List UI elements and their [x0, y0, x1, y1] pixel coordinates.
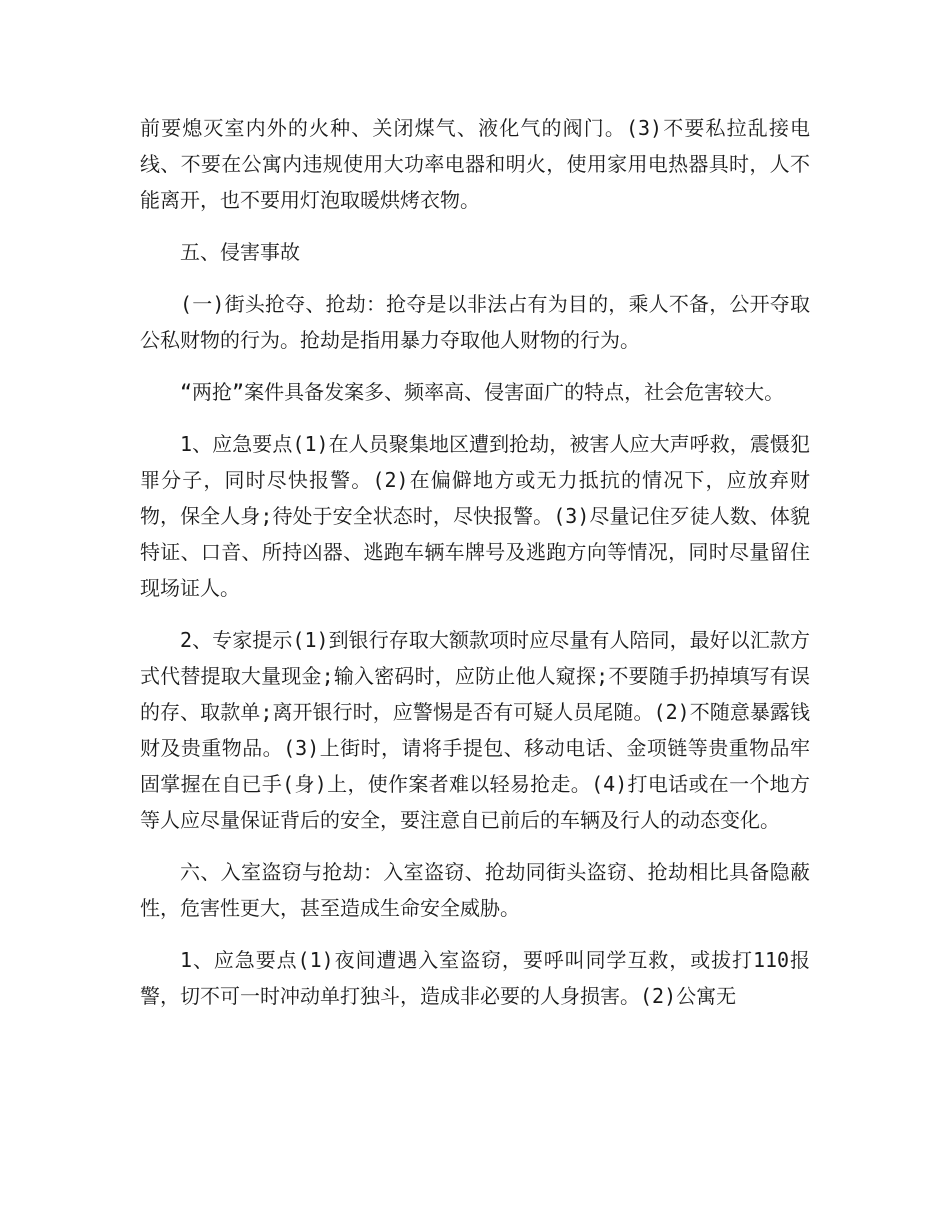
section-heading-infringement: 五、侵害事故 — [180, 240, 300, 264]
paragraph-expert-tips: 2、专家提示(1)到银行存取大额款项时应尽量有人陪同，最好以汇款方式代替提取大量现金;输入密码时，应防止他人窥探;不要随手扔掉填写有误的存、取款单;离开银行时，应警惕是否有可疑人员尾随。(2)不随意暴露钱财及贵重物品。(3)上街时，请将手提包、移动电话、金项链等贵重物品牢固掌握在自已手(身)上，使作案者难以轻易抢走。(4)打电话或在一个地方等人应尽量保证背后的安全，要注意自已前后的车辆及行人的动态变化。 — [140, 628, 810, 832]
paragraph-fire-safety-continued: 前要熄灭室内外的火种、关闭煤气、液化气的阀门。(3)不要私拉乱接电线、不要在公寓内违规使用大功率电器和明火，使用家用电热器具时，人不能离开，也不要用灯泡取暖烘烤衣物。 — [140, 116, 810, 212]
paragraph-burglary-emergency: 1、应急要点(1)夜间遭遇入室盗窃，要呼叫同学互救，或拔打110报警，切不可一时冲动单打独斗，造成非必要的人身损害。(2)公寓无 — [140, 948, 810, 1008]
paragraph-two-robberies: “两抢”案件具备发案多、频率高、侵害面广的特点，社会危害较大。 — [180, 380, 785, 404]
paragraph-emergency-points: 1、应急要点(1)在人员聚集地区遭到抢劫，被害人应大声呼救，震慑犯罪分子，同时尽快报警。(2)在偏僻地方或无力抵抗的情况下，应放弃财物，保全人身;待处于安全状态时，尽快报警。(3)尽量记住歹徒人数、体貌特证、口音、所持凶器、逃跑车辆车牌号及逃跑方向等情况，同时尽量留住现场证人。 — [140, 432, 810, 600]
section-heading-burglary: 六、入室盗窃与抢劫：入室盗窃、抢劫同街头盗窃、抢劫相比具备隐蔽性，危害性更大，甚至造成生命安全威胁。 — [140, 860, 810, 920]
document-body — [140, 110, 810, 1030]
paragraph-street-robbery: (一)街头抢夺、抢劫：抢夺是以非法占有为目的，乘人不备，公开夺取公私财物的行为。抢劫是指用暴力夺取他人财物的行为。 — [140, 292, 810, 352]
